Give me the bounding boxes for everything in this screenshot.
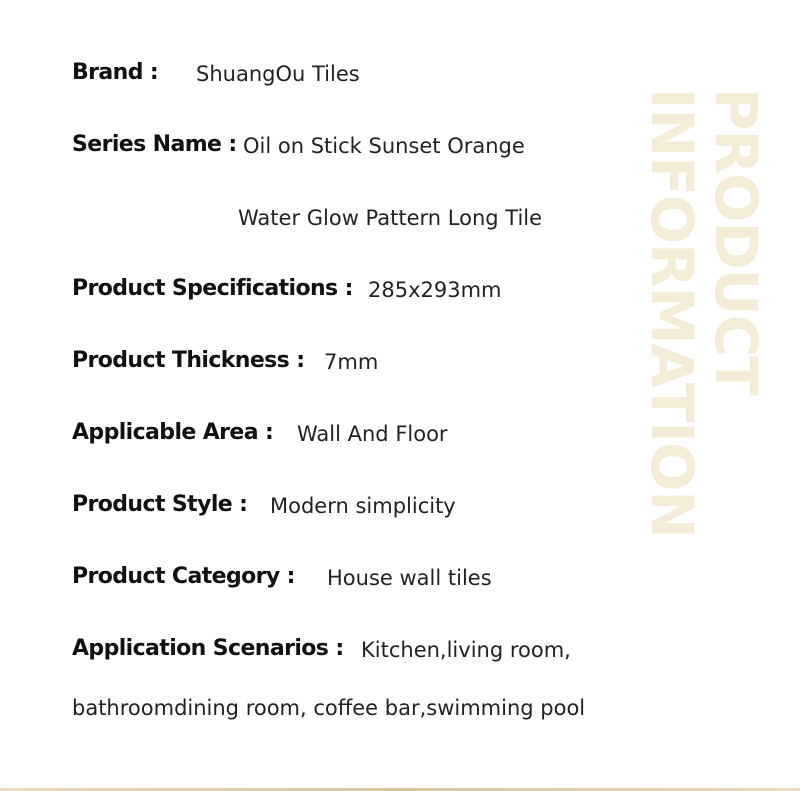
series-label: Series Name : [72,132,237,157]
area-value: Wall And Floor [297,422,448,446]
thickness-label: Product Thickness : [72,348,305,373]
style-label: Product Style : [72,492,248,517]
scenarios-value-continued: bathroomdining room, coffee bar,swimming pool [72,696,586,720]
product-information-watermark: PRODUCT INFORMATION [638,88,770,538]
series-value: Oil on Stick Sunset Orange [243,134,525,158]
area-row [72,420,448,446]
category-label: Product Category : [72,564,295,589]
scenarios-value: Kitchen,living room, [361,638,571,662]
style-row [72,492,456,518]
category-value: House wall tiles [327,566,492,590]
specifications-row [72,276,502,302]
area-label: Applicable Area : [72,420,274,445]
thickness-value: 7mm [324,350,379,374]
style-value: Modern simplicity [270,494,456,518]
series-value-continued: Water Glow Pattern Long Tile [238,206,543,230]
specifications-value: 285x293mm [368,278,502,302]
scenarios-row [72,636,571,662]
scenarios-label: Application Scenarios : [72,636,344,661]
brand-label: Brand : [72,60,159,85]
thickness-row [72,348,379,374]
specifications-label: Product Specifications : [72,276,353,301]
brand-value: ShuangOu Tiles [196,62,360,86]
brand-row [72,60,360,86]
series-row [72,132,525,158]
category-row [72,564,492,590]
